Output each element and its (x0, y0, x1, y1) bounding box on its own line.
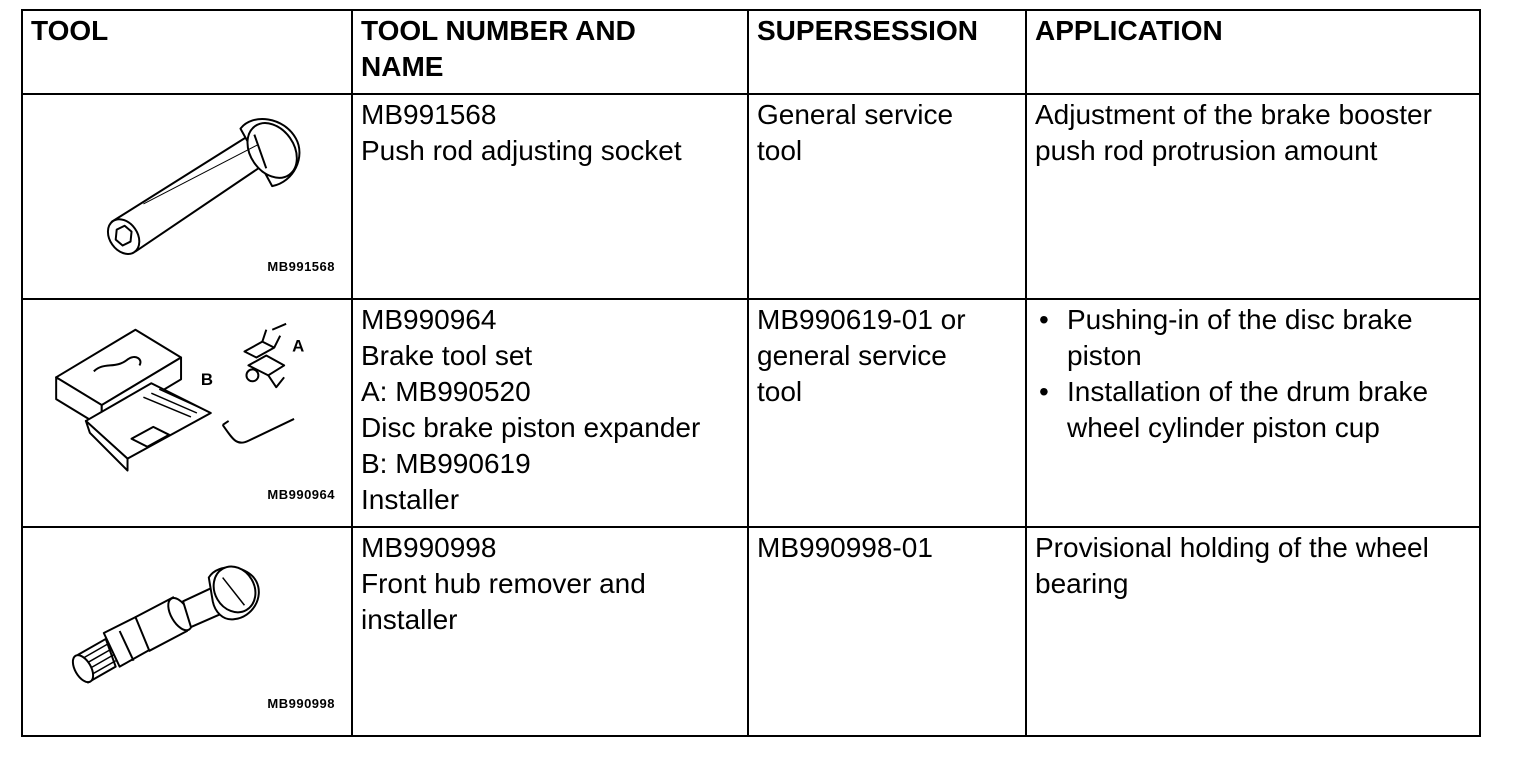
application-cell (1026, 527, 1480, 736)
header-tool-number-line1: TOOL NUMBER AND (361, 15, 636, 46)
application-cell (1026, 299, 1480, 527)
tool-illustration-cell (22, 94, 352, 299)
tool-part-label-a: A (292, 336, 305, 356)
table-row (22, 94, 1480, 299)
tool-number: MB990964 (361, 304, 497, 335)
tool-part-a-number: A: MB990520 (361, 376, 531, 407)
application-line: piston (1067, 340, 1142, 371)
application-cell (1026, 94, 1480, 299)
tool-name: Brake tool set (361, 340, 533, 371)
header-tool-number-and-name (352, 10, 748, 94)
tool-code-label: MB990964 (267, 487, 335, 502)
header-tool: TOOL (22, 10, 352, 94)
tool-code-label: MB991568 (267, 259, 335, 274)
supersession-cell (748, 299, 1026, 527)
application-bullet-item (1067, 374, 1471, 446)
tool-number: MB990998 (361, 532, 497, 563)
tool-number-and-name-cell (352, 527, 748, 736)
supersession-cell (748, 527, 1026, 736)
tool-part-a-name: Disc brake piston expander (361, 412, 701, 443)
header-supersession: SUPERSESSION (748, 10, 1026, 94)
supersession-line: general service (757, 340, 947, 371)
application-bullet-item (1067, 302, 1471, 374)
application-line: • Pushing-in of the disc brake (1067, 304, 1413, 335)
tool-illustration-cell (22, 299, 352, 527)
tool-part-b-number: B: MB990619 (361, 448, 531, 479)
table-header-row (22, 10, 1480, 94)
tool-part-label-b: B (200, 370, 214, 390)
tool-illustration-cell (22, 527, 352, 736)
table-row (22, 299, 1480, 527)
application-bullet-list (1035, 302, 1471, 446)
supersession-line: tool (757, 376, 803, 407)
header-tool-number-line2: NAME (361, 51, 444, 82)
tool-name: Push rod adjusting socket (361, 135, 682, 166)
tool-name: Front hub remover and (361, 568, 646, 599)
supersession-cell (748, 94, 1026, 299)
tool-number-and-name-cell (352, 299, 748, 527)
application-line: wheel cylinder piston cup (1067, 412, 1380, 443)
special-tools-table (21, 9, 1481, 737)
supersession-line: tool (757, 135, 803, 166)
table-row (22, 527, 1480, 736)
application-line: • Installation of the drum brake (1067, 376, 1429, 407)
application-line: Provisional holding of the wheel (1035, 532, 1429, 563)
supersession-line: MB990619-01 or (757, 304, 966, 335)
application-line: push rod protrusion amount (1035, 135, 1378, 166)
application-line: Adjustment of the brake booster (1035, 99, 1432, 130)
tool-number: MB991568 (361, 99, 497, 130)
tool-number-and-name-cell (352, 94, 748, 299)
tool-name: installer (361, 604, 458, 635)
tool-code-label: MB990998 (267, 696, 335, 711)
tool-part-b-name: Installer (361, 484, 460, 515)
application-line: bearing (1035, 568, 1129, 599)
supersession-line: General service (757, 99, 954, 130)
supersession-line: MB990998-01 (757, 532, 933, 563)
header-application: APPLICATION (1026, 10, 1480, 94)
